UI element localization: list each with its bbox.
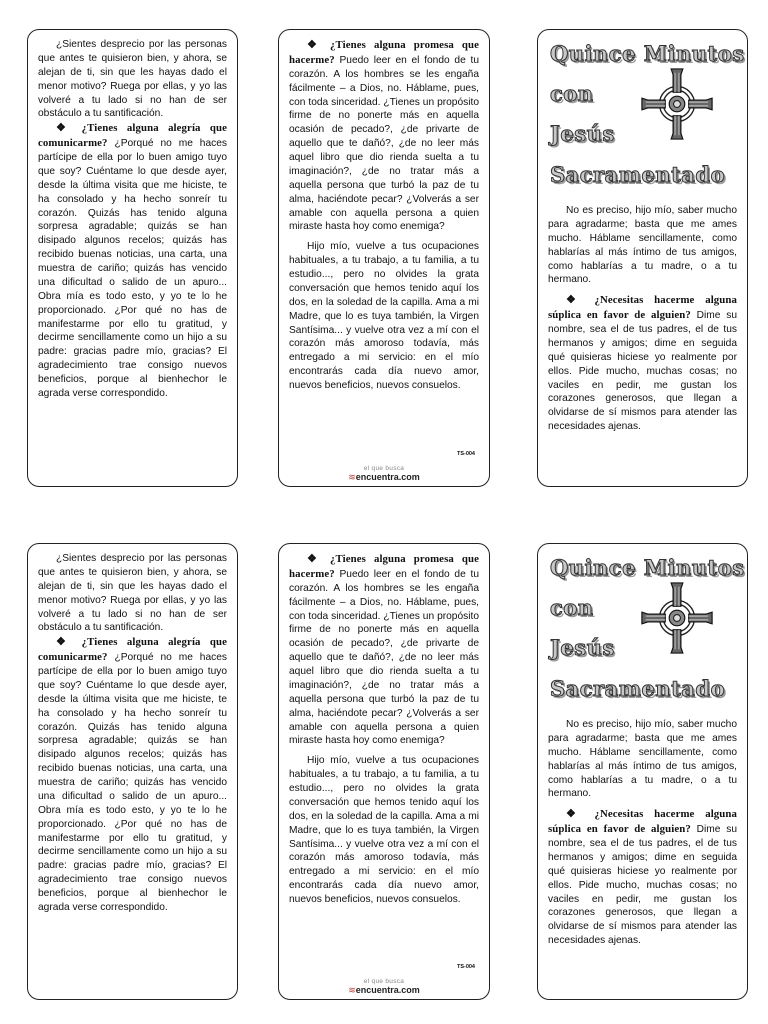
question-heading: ❖ ¿Tienes alguna alegría que comunicarme? xyxy=(38,122,227,150)
card-paragraph xyxy=(289,552,479,748)
question-heading: ❖ ¿Necesitas hacerme alguna súplica en favor de alguien? xyxy=(548,294,737,322)
logo-name: encuentra.com xyxy=(355,984,420,995)
card-left-top xyxy=(27,29,238,487)
title-line: con xyxy=(550,595,594,620)
title-line: Jesús xyxy=(550,121,615,146)
question-body: ¿Porqué no me haces partícipe de ella por lo buen amigo tuyo que soy? Cuéntame lo que desde ayer, desde la última visita que me hiciste, te ha consolado y ha hecho sonreír tu corazón. Quizás has tenido alguna sorpresa agradable; quizás se han disipado algunos recelos; quizás has recibido buenas noticias, una carta, una muestra de cariño; quizás has vencido una dificultad o salido de un apuro... Obra mía es todo esto, y yo te lo he proporcionado. ¿Por qué no has de manifestarme por ello tu gratitud, y decirme sencillamente como un hijo a su padre: gracias padre mío, gracias? El agradecimiento trae consigo nuevos beneficios, porque al bienhechor le agrada verse correspondido. xyxy=(38,652,227,913)
logo-tagline: el que busca xyxy=(363,465,405,473)
card-paragraph: ¿Sientes desprecio por las personas que antes te quisieron bien, y ahora, se alejan de ti, sin que les hayas dado el menor motivo? Ruega por ellas, y yo las volveré a tu lado si no han de ser obstáculo a tu santificación. xyxy=(38,39,227,120)
reference-code: TS-004 xyxy=(456,450,475,457)
title-line: Jesús xyxy=(550,635,615,660)
card-paragraph: Hijo mío, vuelve a tus ocupaciones habituales, a tu trabajo, a tu familia, a tu estudio..., pero no olvides la grata conversación que hemos tenido aquí los dos, en la soledad de la capilla. Ama a mi Madre, que lo es tuya también, la Virgen Santísima... y vuelve otra vez a mí con el corazón más amoroso todavía, más entregado a mi servicio: en el mío encontrarás cada día nuevo amor, nuevos beneficios, nuevos consuelos. xyxy=(289,241,479,391)
logo-name: encuentra.com xyxy=(355,471,420,482)
card-paragraph: No es preciso, hijo mío, saber mucho para agradarme; basta que me ames mucho. Háblame sencillamente, como hablarías al más íntimo de tus amigos, como hablarías a tu madre, o a tu hermano. xyxy=(548,205,737,286)
booklet-title xyxy=(548,552,745,712)
publisher-logo xyxy=(279,979,489,996)
logo-mark-icon: ≋ xyxy=(348,471,356,482)
card-paragraph xyxy=(289,38,479,234)
question-heading: ❖ ¿Tienes alguna promesa que hacerme? xyxy=(289,553,479,580)
card-middle-bottom xyxy=(278,543,490,1000)
title-line: con xyxy=(550,81,594,106)
question-body: ¿Porqué no me haces partícipe de ella por lo buen amigo tuyo que soy? Cuéntame lo que desde ayer, desde la última visita que me hiciste, te ha consolado y ha hecho sonreír tu corazón. Quizás has tenido alguna sorpresa agradable; quizás se han disipado algunos recelos; quizás has recibido buenas noticias, una carta, una muestra de cariño; quizás has vencido una dificultad o salido de un apuro... Obra mía es todo esto, y yo te lo he proporcionado. ¿Por qué no has de manifestarme por ello tu gratitud, y decirme sencillamente como un hijo a su padre: gracias padre mío, gracias? El agradecimiento trae consigo nuevos beneficios, porque al bienhechor le agrada verse correspondido. xyxy=(38,138,227,399)
question-body: Dime su nombre, sea el de tus padres, el de tus hermanos y amigos; dime en seguida qué quisieras hiciese yo realmente por ellos. Pide mucho, muchas cosas; no vaciles en pedir, me gustan los corazones generosos, que llegan a olvidarse de sí mismos para atender las necesidades ajenas. xyxy=(548,824,737,947)
title-line: Quince Minutos xyxy=(550,41,745,66)
card-paragraph xyxy=(548,293,737,434)
card-middle-top xyxy=(278,29,490,487)
question-heading: ❖ ¿Tienes alguna promesa que hacerme? xyxy=(289,39,479,66)
card-paragraph: ¿Sientes desprecio por las personas que antes te quisieron bien, y ahora, se alejan de ti, sin que les hayas dado el menor motivo? Ruega por ellas, y yo las volveré a tu lado si no han de ser obstáculo a tu santificación. xyxy=(38,553,227,634)
celtic-cross-icon xyxy=(638,65,716,143)
card-paragraph: No es preciso, hijo mío, saber mucho para agradarme; basta que me ames mucho. Háblame sencillamente, como hablarías al más íntimo de tus amigos, como hablarías a tu madre, o a tu hermano. xyxy=(548,719,737,800)
question-body: Puedo leer en el fondo de tu corazón. A los hombres se les engaña fácilmente – a Dios, no. Háblame, pues, con toda sinceridad. ¿Tienes un propósito firme de no ponerte más en aquella ocasión de pecado?, ¿de privarte de aquello que te dañó?, ¿de no leer más aquel libro que dio rienda suelta a tu imaginación?, ¿de no tratar más a aquella persona que turbó la paz de tu alma, haciéndote pecar? ¿Volverás a ser amable con aquella persona a quien miraste hasta hoy como enemiga? xyxy=(289,54,479,233)
card-paragraph xyxy=(38,121,227,401)
logo-tagline: el que busca xyxy=(363,978,405,986)
card-left-bottom xyxy=(27,543,238,1000)
title-line: Sacramentado xyxy=(550,676,726,701)
question-body: Puedo leer en el fondo de tu corazón. A los hombres se les engaña fácilmente – a Dios, no. Háblame, pues, con toda sinceridad. ¿Tienes un propósito firme de no ponerte más en aquella ocasión de pecado?, ¿de privarte de aquello que te dañó?, ¿de no leer más aquel libro que dio rienda suelta a tu imaginación?, ¿de no tratar más a aquella persona que turbó la paz de tu alma, haciéndote pecar? ¿Volverás a ser amable con aquella persona a quien miraste hasta hoy como enemiga? xyxy=(289,568,479,747)
booklet-title xyxy=(548,38,745,198)
question-body: Dime su nombre, sea el de tus padres, el de tus hermanos y amigos; dime en seguida qué quisieras hiciese yo realmente por ellos. Pide mucho, muchas cosas; no vaciles en pedir, me gustan los corazones generosos, que llegan a olvidarse de sí mismos para atender las necesidades ajenas. xyxy=(548,310,737,433)
question-heading: ❖ ¿Necesitas hacerme alguna súplica en favor de alguien? xyxy=(548,808,737,836)
title-line: Sacramentado xyxy=(550,162,726,187)
publisher-logo xyxy=(279,466,489,483)
logo-mark-icon: ≋ xyxy=(348,984,356,995)
card-paragraph xyxy=(548,807,737,948)
card-right-top xyxy=(537,29,748,487)
celtic-cross-icon xyxy=(638,579,716,657)
card-paragraph: Hijo mío, vuelve a tus ocupaciones habituales, a tu trabajo, a tu familia, a tu estudio..., pero no olvides la grata conversación que hemos tenido aquí los dos, en la soledad de la capilla. Ama a mi Madre, que lo es tuya también, la Virgen Santísima... y vuelve otra vez a mí con el corazón más amoroso todavía, más entregado a mi servicio: en el mío encontrarás cada día nuevo amor, nuevos beneficios, nuevos consuelos. xyxy=(289,755,479,905)
card-right-bottom xyxy=(537,543,748,1000)
question-heading: ❖ ¿Tienes alguna alegría que comunicarme? xyxy=(38,636,227,664)
title-line: Quince Minutos xyxy=(550,555,745,580)
card-paragraph xyxy=(38,635,227,915)
reference-code: TS-004 xyxy=(456,963,475,970)
